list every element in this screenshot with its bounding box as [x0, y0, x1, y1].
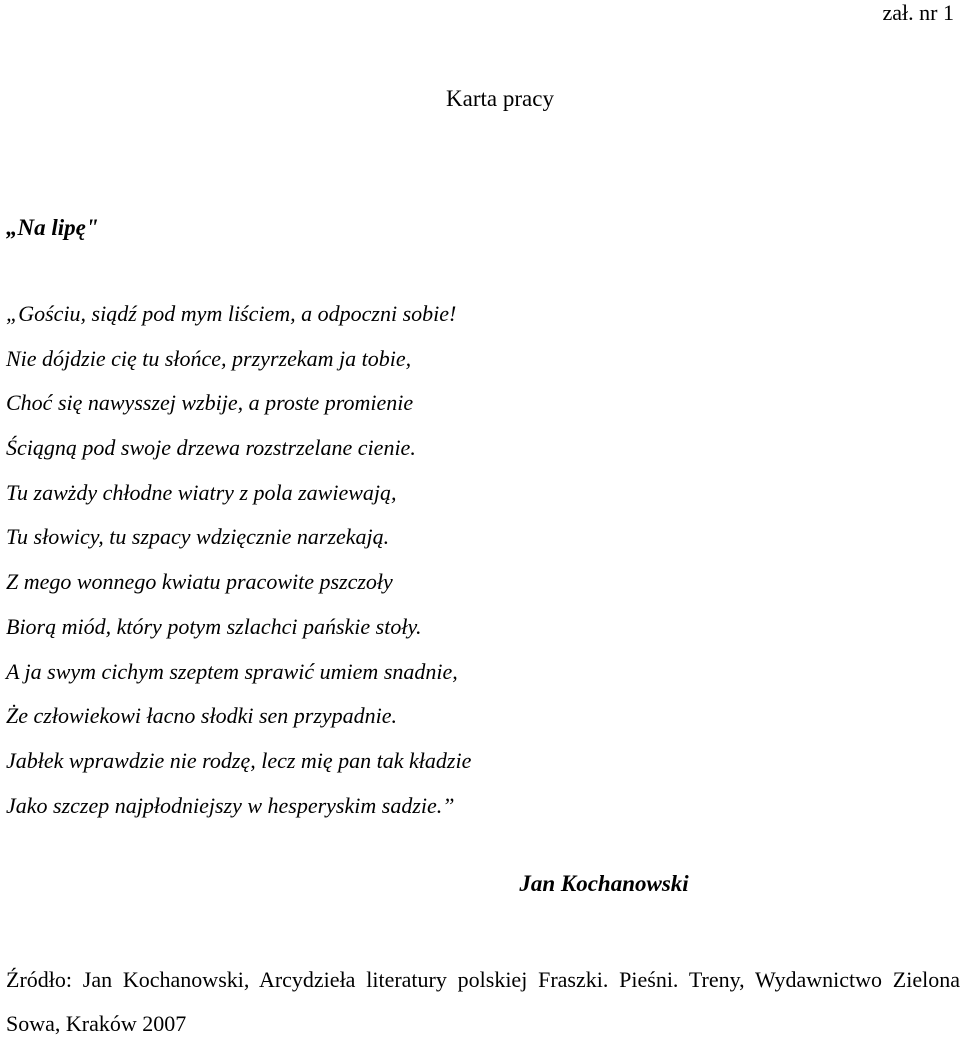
poem-line: Jako szczep najpłodniejszy w hesperyskim sadzie.”	[6, 792, 455, 818]
worksheet-title: Karta pracy	[446, 86, 554, 111]
poem-line: Z mego wonnego kwiatu pracowite pszczoły	[6, 569, 393, 595]
poem-title: „Na lipę"	[6, 215, 99, 240]
poem-line: Ściągną pod swoje drzewa rozstrzelane cienie.	[6, 435, 416, 461]
poem-line: Choć się nawysszej wzbije, a proste promienie	[6, 390, 414, 416]
poem-line: Jabłek wprawdzie nie rodzę, lecz mię pan tak kładzie	[6, 747, 472, 773]
annex-label: zał. nr 1	[882, 0, 954, 25]
poem-line: Tu zawżdy chłodne wiatry z pola zawiewają,	[6, 479, 397, 505]
poem-line: „Gościu, siądź pod mym liściem, a odpoczni sobie!	[6, 301, 457, 326]
poem-line: Tu słowicy, tu szpacy wdzięcznie narzekają.	[6, 524, 390, 550]
source-citation: Źródło: Jan Kochanowski, Arcydzieła literatury polskiej Fraszki. Pieśni. Treny, Wydawnictwo Zielona Sowa, Kraków 2007	[6, 967, 960, 1036]
poem-author: Jan Kochanowski	[519, 871, 689, 896]
poem-line: Biorą miód, który potym szlachci pańskie stoły.	[6, 613, 422, 639]
poem-line: Że człowiekowi łacno słodki sen przypadnie.	[6, 703, 398, 729]
poem-line: Nie dójdzie cię tu słońce, przyrzekam ja tobie,	[6, 345, 412, 371]
poem-line: A ja swym cichym szeptem sprawić umiem snadnie,	[6, 658, 458, 684]
poem-text	[6, 300, 471, 836]
